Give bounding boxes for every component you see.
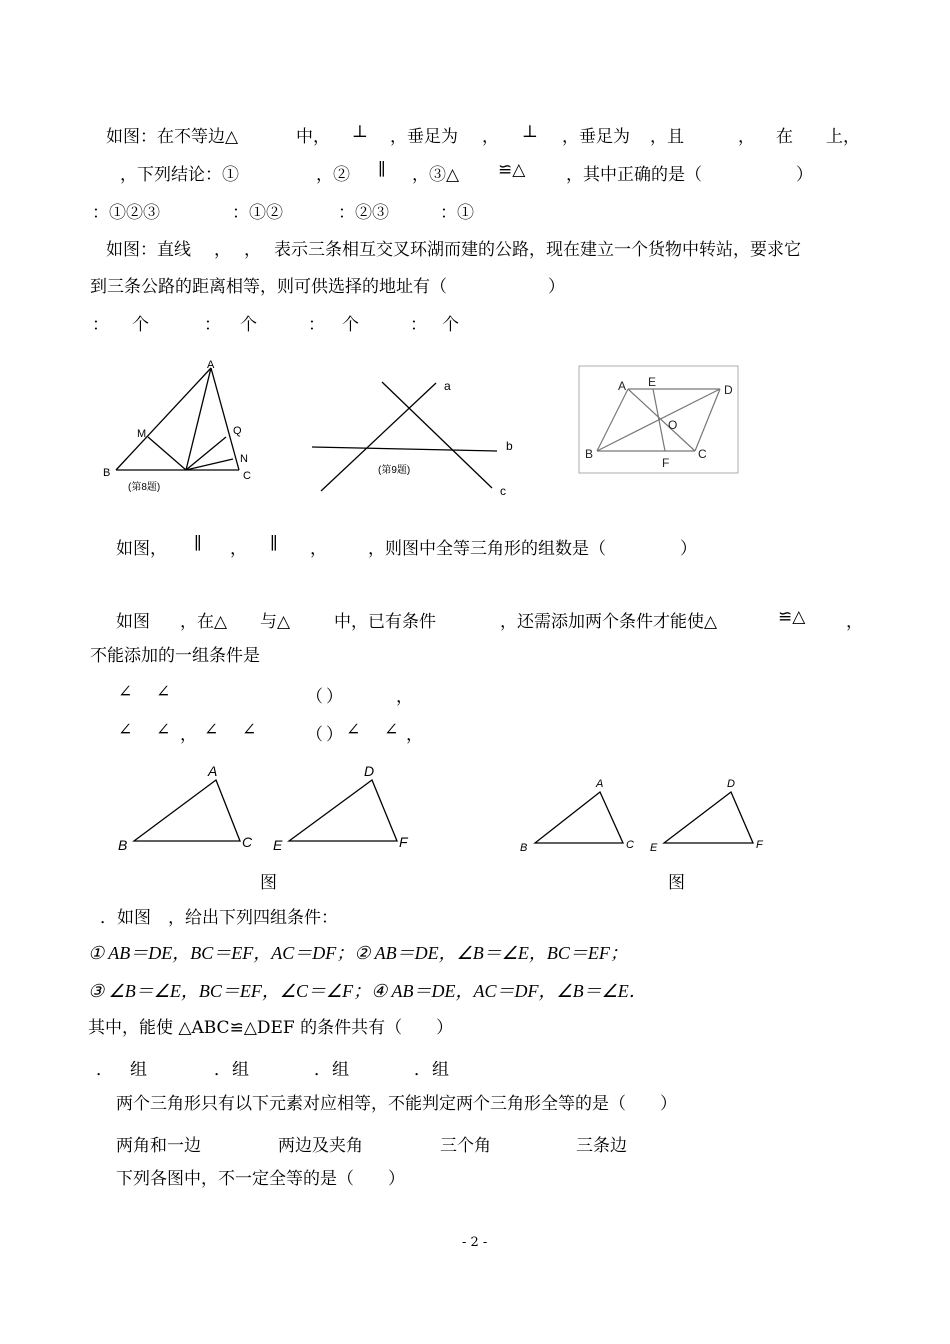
q7-option-b: ：①② xyxy=(232,203,283,223)
q10-text: ∠ xyxy=(118,720,133,740)
fig8-label-n: N xyxy=(240,453,248,465)
q8-option-mark: ： xyxy=(410,315,427,335)
fig9-caption: (第9题) xyxy=(378,465,411,476)
q9-text: ，则图中全等三角形的组数是（ xyxy=(368,539,606,559)
q7-text: ∥ xyxy=(378,160,386,180)
q11-question: 其中，能使 △ABC≌△DEF 的条件共有（ ） xyxy=(88,1018,454,1038)
q8-option-mark: ： xyxy=(308,315,325,335)
q7-text: 在 xyxy=(776,127,793,147)
fig-right-label-c: C xyxy=(626,839,634,851)
q8-option-mark: ： xyxy=(92,315,109,335)
q10-text: ， xyxy=(406,725,423,745)
fig-left-label-c: C xyxy=(242,834,253,850)
fig-right-label-f: F xyxy=(756,839,763,851)
q11-conditions-1: ① AB＝DE，BC＝EF，AC＝DF；② AB＝DE，∠B＝∠E，BC＝EF； xyxy=(88,943,628,963)
q7-text: ≌△ xyxy=(498,160,526,180)
fig10-label-b: B xyxy=(585,447,594,461)
q7-text: ， xyxy=(482,127,499,147)
q10-text: ∠ xyxy=(384,720,399,740)
q7-text: ，垂足为 xyxy=(562,127,630,147)
fig10-label-d: D xyxy=(724,383,733,397)
q12-question: 两个三角形只有以下元素对应相等，不能判定两个三角形全等的是（ ） xyxy=(116,1094,677,1114)
fig8-label-m: M xyxy=(137,428,147,440)
q7-text: ，垂足为 xyxy=(390,127,458,147)
q8-option-d: 个 xyxy=(442,315,459,335)
q10-text: ，在△ xyxy=(180,612,228,632)
q7-text: ，下列结论：① xyxy=(120,165,239,185)
q10-text: ， xyxy=(180,725,197,745)
q10-text: ） xyxy=(326,725,343,745)
q10-text: ， xyxy=(396,687,413,707)
q7-text: ⊥ xyxy=(352,122,368,142)
q11-option-mark: ． xyxy=(96,1060,113,1080)
q11-option-mark: ． xyxy=(314,1060,331,1080)
q11-option-c: 组 xyxy=(332,1060,349,1080)
q7-text: ，且 xyxy=(650,127,684,147)
fig-left-label-f: F xyxy=(399,834,408,850)
q8-option-b: 个 xyxy=(240,315,257,335)
q8-text: ， xyxy=(244,240,261,260)
q12-option-d: 三条边 xyxy=(576,1136,627,1156)
fig-left-label-a: A xyxy=(208,763,218,779)
q10-text: ） xyxy=(326,687,343,707)
q8-text: ） xyxy=(548,277,565,297)
fig-left-label-b: B xyxy=(118,837,128,853)
q7-text: 中， xyxy=(296,127,330,147)
q8-option-c: 个 xyxy=(342,315,359,335)
fig9-label-a: a xyxy=(444,379,451,393)
q10-text: （ xyxy=(306,687,323,707)
q10-line-2: 不能添加的一组条件是 xyxy=(90,646,260,666)
fig-right-label-a: A xyxy=(596,778,604,790)
q11-option-a: 组 xyxy=(130,1060,147,1080)
q7-text: 如图：在不等边△ xyxy=(106,127,239,147)
q11-option-b: 组 xyxy=(232,1060,249,1080)
q13-question: 下列各图中，不一定全等的是（ ） xyxy=(116,1169,405,1189)
fig-left-caption: 图 xyxy=(260,873,277,893)
q9-text: 如图， xyxy=(116,539,167,559)
q10-text: ， xyxy=(846,612,863,632)
fig-left-label-d: D xyxy=(364,763,375,779)
fig8-label-a: A xyxy=(207,359,215,371)
q10-text: 如图 xyxy=(116,612,150,632)
q10-text: （ xyxy=(306,725,323,745)
fig9-label-b: b xyxy=(506,439,513,453)
q8-text: 表示三条相互交叉环湖而建的公路，现在建立一个货物中转站，要求它 xyxy=(274,240,801,260)
q10-text: ∠ xyxy=(156,682,171,702)
fig-right-label-d: D xyxy=(727,778,735,790)
q9-text: ， xyxy=(230,539,247,559)
q7-text: ， xyxy=(738,127,755,147)
q7-text: ，② xyxy=(316,165,350,185)
q7-text: ⊥ xyxy=(522,122,538,142)
q8-text: 到三条公路的距离相等，则可供选择的地址有（ xyxy=(90,277,447,297)
fig10-label-a: A xyxy=(618,379,627,393)
q12-option-a: 两角和一边 xyxy=(116,1136,201,1156)
q8-option-a: 个 xyxy=(132,315,149,335)
q7-text: ） xyxy=(796,165,813,185)
fig-right-caption: 图 xyxy=(668,873,685,893)
q8-option-mark: ： xyxy=(204,315,221,335)
q10-text: ，还需添加两个条件才能使△ xyxy=(500,612,718,632)
q7-text: ，其中正确的是（ xyxy=(566,165,702,185)
q9-text: ， xyxy=(310,539,327,559)
q9-text: ） xyxy=(680,539,697,559)
fig10-label-c: C xyxy=(698,447,707,461)
q8-text: 如图：直线 xyxy=(106,240,191,260)
fig-right-label-e: E xyxy=(650,842,658,854)
q9-text: ∥ xyxy=(194,534,202,554)
fig-right-label-b: B xyxy=(520,842,528,854)
q11-intro: ．如图 ，给出下列四组条件： xyxy=(100,908,338,928)
fig10-label-e: E xyxy=(648,375,657,389)
q10-text: 与△ xyxy=(260,612,291,632)
q11-conditions-2: ③ ∠B＝∠E，BC＝EF，∠C＝∠F；④ AB＝DE，AC＝DF，∠B＝∠E． xyxy=(88,981,647,1001)
q10-text: ∠ xyxy=(156,720,171,740)
q11-option-mark: ． xyxy=(414,1060,431,1080)
q11-option-d: 组 xyxy=(432,1060,449,1080)
q10-text: ∠ xyxy=(204,720,219,740)
fig8-label-b: B xyxy=(103,467,111,479)
q8-text: ， xyxy=(214,240,231,260)
q7-text: ，③△ xyxy=(412,165,460,185)
fig8-caption: (第8题) xyxy=(128,482,161,493)
q7-option-a: ：①②③ xyxy=(92,203,160,223)
fig10-label-f: F xyxy=(662,456,670,470)
page-number: - 2 - xyxy=(462,1235,488,1250)
fig-left-label-e: E xyxy=(273,837,283,853)
q11-option-mark: ． xyxy=(214,1060,231,1080)
fig8-label-c: C xyxy=(243,470,251,482)
q12-option-c: 三个角 xyxy=(440,1136,491,1156)
q12-option-b: 两边及夹角 xyxy=(278,1136,363,1156)
q9-text: ∥ xyxy=(270,534,278,554)
q7-option-d: ：① xyxy=(440,203,474,223)
fig10-label-o: O xyxy=(668,418,678,432)
q7-text: 上， xyxy=(826,127,860,147)
q10-text: ∠ xyxy=(118,682,133,702)
q10-text: ∠ xyxy=(242,720,257,740)
q10-text: 中，已有条件 xyxy=(334,612,436,632)
fig9-label-c: c xyxy=(500,484,506,498)
fig8-label-q: Q xyxy=(233,425,242,437)
q7-option-c: ：②③ xyxy=(338,203,389,223)
q10-text: ≌△ xyxy=(778,607,806,627)
q10-text: ∠ xyxy=(346,720,361,740)
